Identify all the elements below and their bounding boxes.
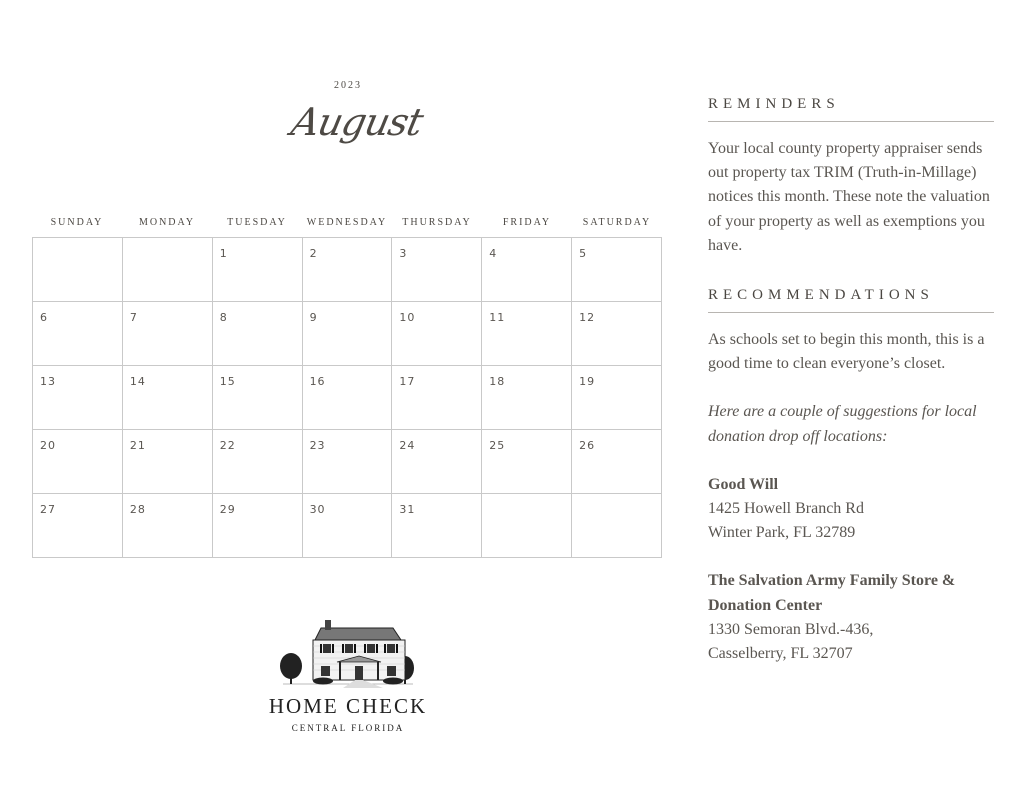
location-name: Good Will <box>708 475 779 493</box>
day-cell <box>572 366 662 430</box>
day-cell <box>123 494 213 558</box>
weekday-label: TUESDAY <box>227 217 287 228</box>
day-cell <box>303 494 393 558</box>
day-number: 28 <box>129 503 146 516</box>
day-number: 11 <box>489 311 506 324</box>
day-number: 31 <box>399 503 416 516</box>
weekday-label: THURSDAY <box>402 217 472 228</box>
day-cell <box>572 238 662 302</box>
reminders-section <box>708 96 994 258</box>
location-address: 1425 Howell Branch Rd <box>708 500 864 518</box>
day-number: 8 <box>219 311 228 324</box>
recommendations-section <box>708 287 994 666</box>
day-number: 21 <box>129 439 146 452</box>
day-cell <box>33 302 123 366</box>
day-cell <box>303 366 393 430</box>
day-number: 12 <box>579 311 596 324</box>
day-number: 4 <box>489 247 498 260</box>
day-cell <box>392 302 482 366</box>
day-cell <box>392 238 482 302</box>
location-address: Casselberry, FL 32707 <box>708 645 853 663</box>
reminders-text: Your local county property appraiser sends out property tax TRIM (Truth-in-Millage) notices this month. These note the valuation of your property as well as exemptions you have. <box>708 140 990 254</box>
day-number: 7 <box>129 311 138 324</box>
suggestion-text: Here are a couple of suggestions for local donation drop off locations: <box>708 403 977 445</box>
day-cell <box>392 430 482 494</box>
day-cell <box>303 302 393 366</box>
day-cell <box>482 366 572 430</box>
day-cell <box>392 494 482 558</box>
day-number: 16 <box>309 375 326 388</box>
weekday-label: WEDNESDAY <box>306 217 388 228</box>
day-cell <box>392 366 482 430</box>
day-cell <box>123 430 213 494</box>
day-number: 3 <box>399 247 408 260</box>
day-cell <box>213 430 303 494</box>
weekday-header <box>32 217 662 228</box>
weekday-label: MONDAY <box>138 217 196 228</box>
day-cell <box>482 302 572 366</box>
day-number: 22 <box>219 439 236 452</box>
day-number: 5 <box>579 247 588 260</box>
location-address: Winter Park, FL 32789 <box>708 524 856 542</box>
day-cell <box>33 494 123 558</box>
day-number: 17 <box>399 375 416 388</box>
recommendations-heading: RECOMMENDATIONS <box>708 287 994 313</box>
home-check-logo <box>258 618 438 733</box>
day-number: 26 <box>579 439 596 452</box>
weekday-label: FRIDAY <box>502 217 552 228</box>
day-cell <box>213 494 303 558</box>
day-number: 27 <box>40 503 56 516</box>
day-cell <box>572 494 662 558</box>
location-address: 1330 Semoran Blvd.-436, <box>708 620 874 638</box>
day-cell <box>482 238 572 302</box>
day-number: 23 <box>309 439 326 452</box>
day-cell <box>572 430 662 494</box>
day-number: 14 <box>129 375 146 388</box>
day-cell <box>33 366 123 430</box>
day-number: 25 <box>489 439 506 452</box>
day-cell <box>213 238 303 302</box>
day-number: 13 <box>40 375 56 388</box>
calendar-month-title <box>272 92 442 160</box>
day-cell <box>572 302 662 366</box>
weekday-label: SATURDAY <box>582 217 652 228</box>
day-cell <box>123 238 213 302</box>
day-cell <box>33 430 123 494</box>
day-cell <box>213 302 303 366</box>
calendar-year: 2023 <box>334 80 362 91</box>
day-number: 19 <box>579 375 596 388</box>
day-number: 20 <box>40 439 56 452</box>
house-illustration-icon <box>273 618 423 690</box>
day-cell <box>123 366 213 430</box>
day-number: 18 <box>489 375 506 388</box>
day-number: 10 <box>399 311 416 324</box>
reminders-heading: REMINDERS <box>708 96 994 122</box>
calendar-grid <box>32 237 662 558</box>
day-number: 30 <box>309 503 326 516</box>
day-number: 29 <box>219 503 236 516</box>
day-number: 2 <box>309 247 318 260</box>
day-number: 6 <box>40 311 48 324</box>
day-number: 1 <box>219 247 228 260</box>
day-cell <box>303 430 393 494</box>
day-number: 9 <box>309 311 318 324</box>
day-cell <box>482 494 572 558</box>
month-name: August <box>287 100 427 144</box>
recommendations-intro: As schools set to begin this month, this is a good time to clean everyone’s closet. <box>708 331 985 373</box>
weekday-label: SUNDAY <box>50 217 104 228</box>
logo-name: HOME CHECK <box>268 694 428 718</box>
day-number: 24 <box>399 439 416 452</box>
logo-subtitle: CENTRAL FLORIDA <box>291 723 405 733</box>
day-number: 15 <box>219 375 236 388</box>
day-cell <box>33 238 123 302</box>
day-cell <box>482 430 572 494</box>
day-cell <box>303 238 393 302</box>
location-name: The Salvation Army Family Store & Donation Center <box>708 572 956 614</box>
day-cell <box>123 302 213 366</box>
day-cell <box>213 366 303 430</box>
